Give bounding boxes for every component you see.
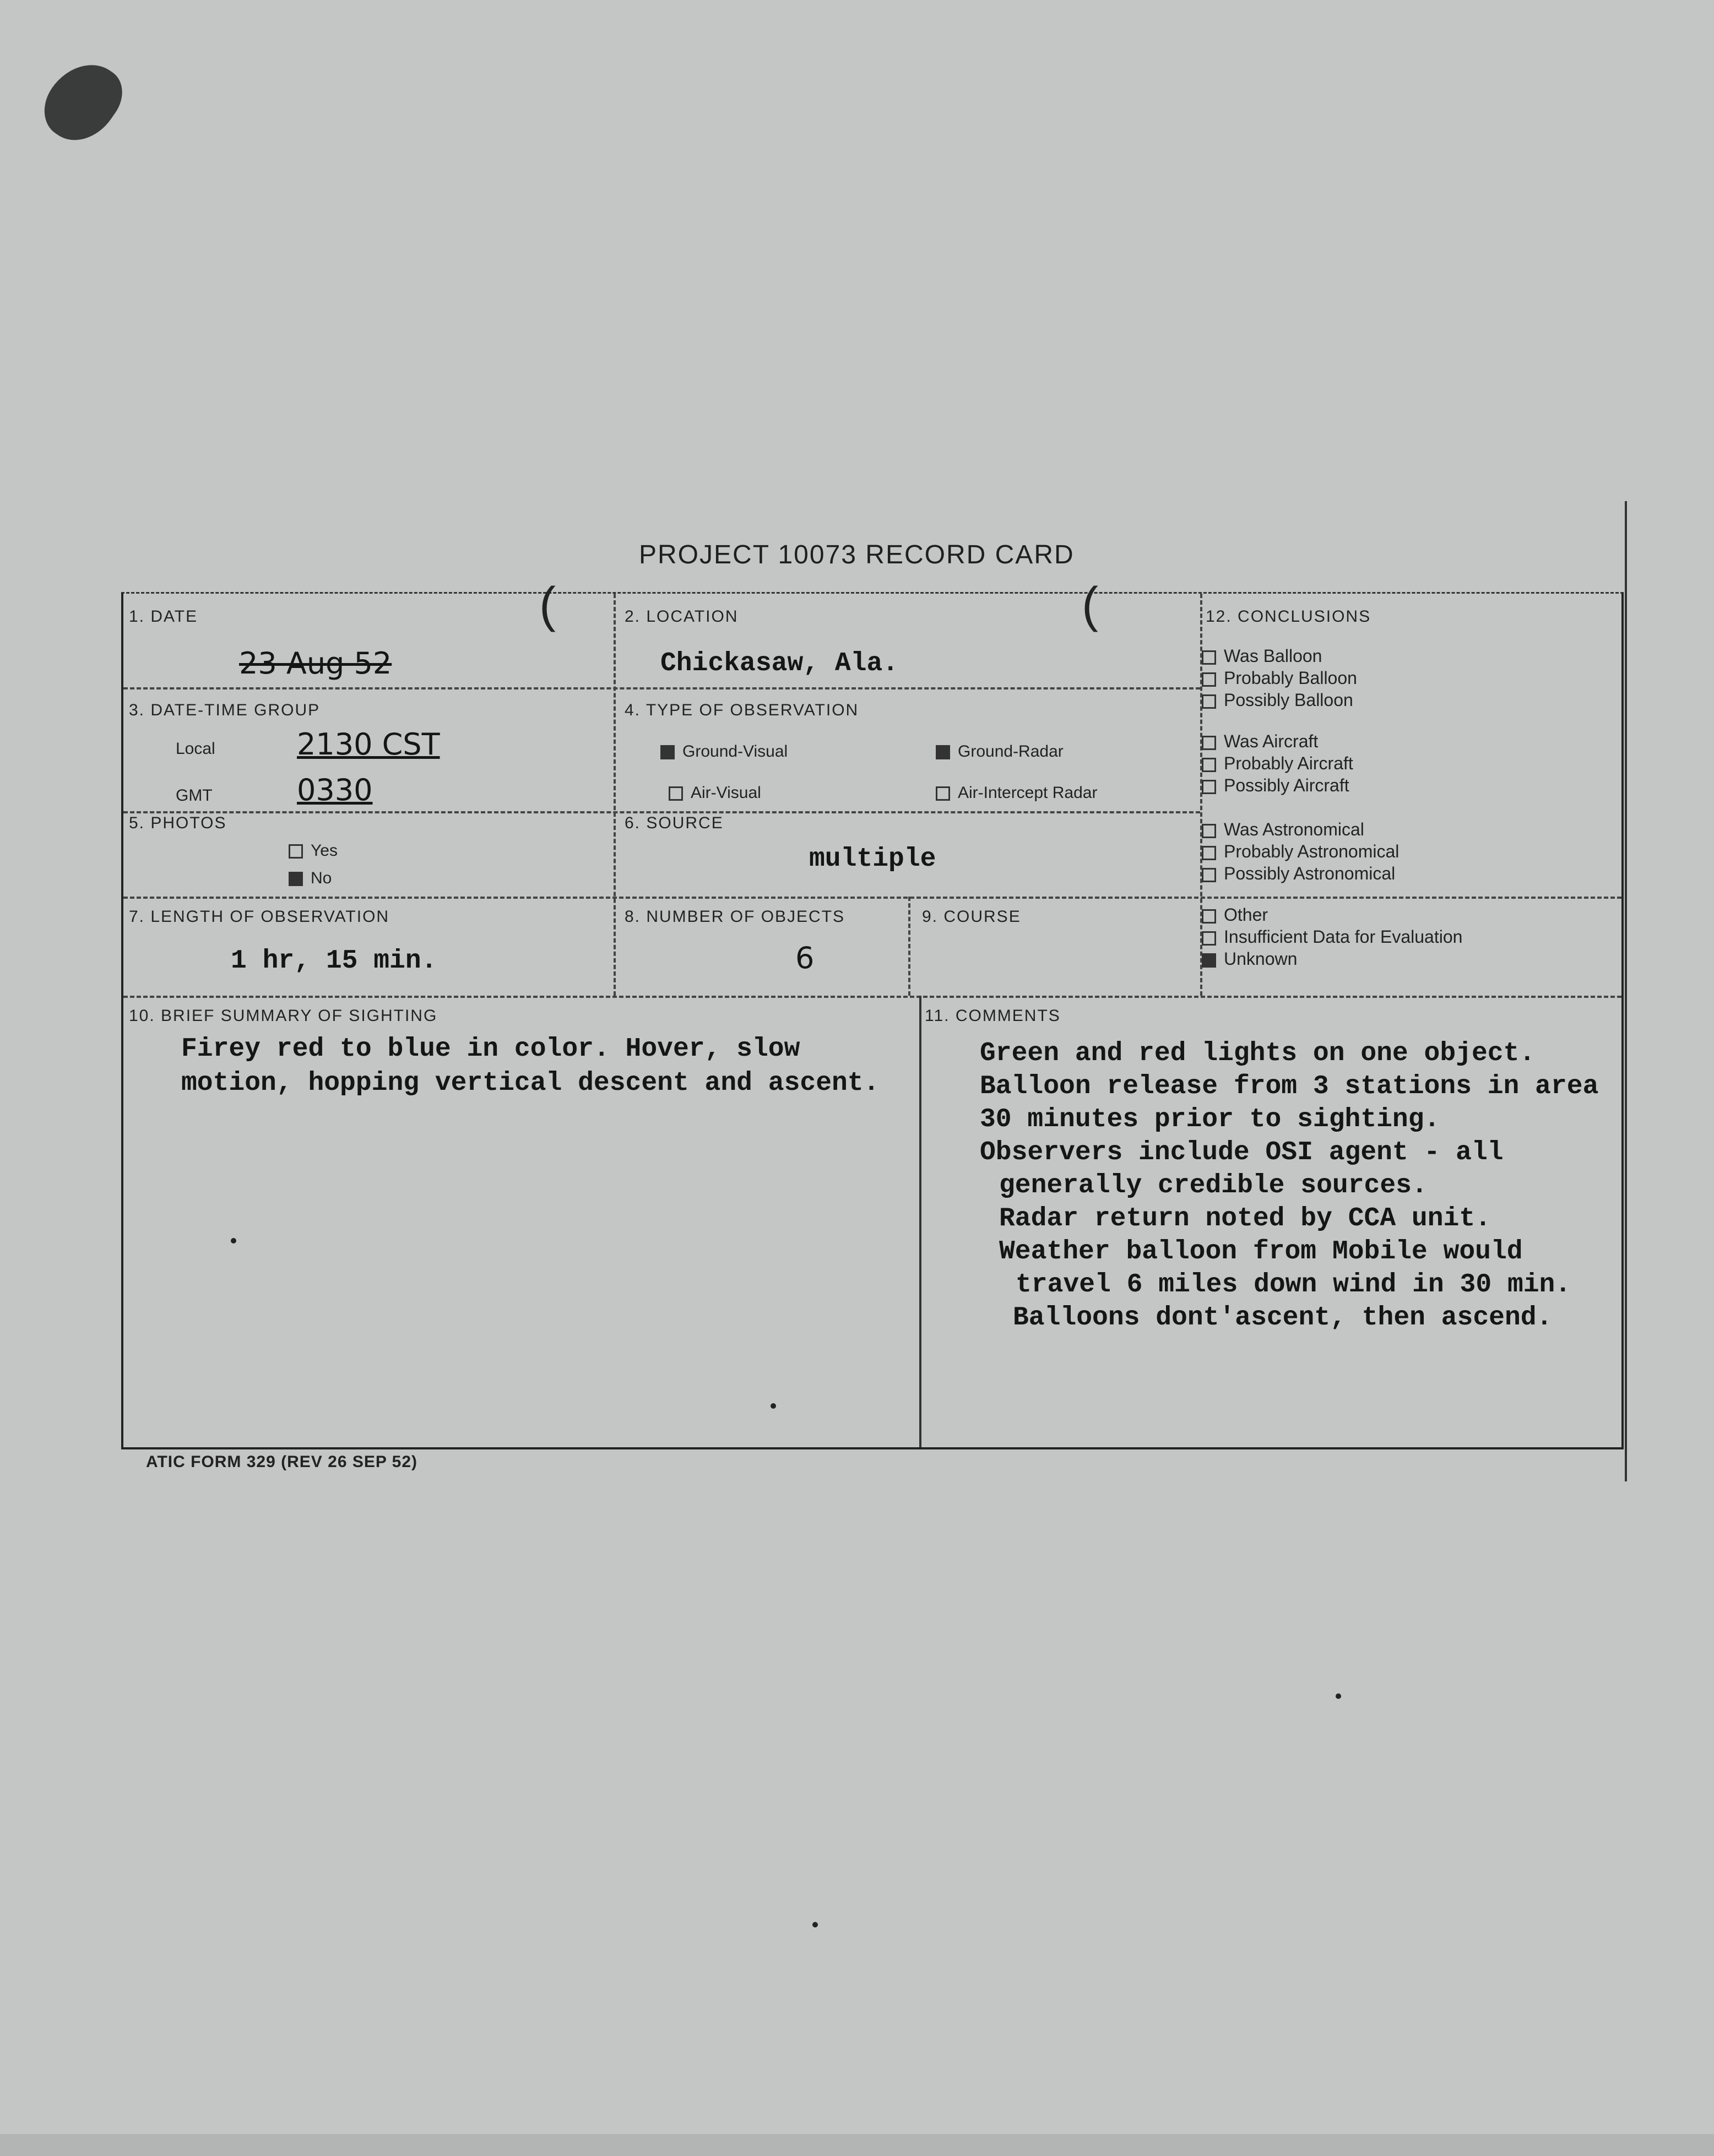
conclusion-item: Insufficient Data for Evaluation xyxy=(1202,927,1462,947)
observation-option: Ground-Visual xyxy=(660,742,788,761)
dtg-local-label: Local xyxy=(176,740,215,758)
checkbox-checked-icon xyxy=(660,745,675,759)
divider xyxy=(123,996,1621,998)
summary-line: motion, hopping vertical descent and ascent. xyxy=(181,1068,880,1098)
speck xyxy=(812,1922,818,1927)
divider xyxy=(123,687,1200,689)
comment-line: Green and red lights on one object. xyxy=(980,1039,1536,1068)
checkbox-checked-icon xyxy=(1202,953,1216,968)
conclusion-item: Probably Balloon xyxy=(1202,668,1357,688)
checkbox-empty-icon xyxy=(1202,931,1216,946)
record-card xyxy=(121,578,1624,1449)
photos-option-yes: Yes xyxy=(289,841,338,860)
length-value: 1 hr, 15 min. xyxy=(231,946,437,976)
conclusion-item: Probably Aircraft xyxy=(1202,753,1353,774)
checkbox-empty-icon xyxy=(289,844,303,859)
speck xyxy=(771,1403,776,1409)
checkbox-empty-icon xyxy=(669,786,683,801)
source-label: 6. SOURCE xyxy=(625,814,724,832)
course-label: 9. COURSE xyxy=(922,908,1021,926)
card-outer-edge xyxy=(1625,501,1627,1481)
date-label: 1. DATE xyxy=(129,607,198,626)
observation-option: Air-Visual xyxy=(669,784,761,802)
checkbox-empty-icon xyxy=(1202,694,1216,709)
photos-option-no: No xyxy=(289,869,332,888)
conclusion-item: Other xyxy=(1202,905,1268,925)
comment-line: generally credible sources. xyxy=(999,1171,1428,1201)
divider xyxy=(908,897,910,996)
comment-line: Weather balloon from Mobile would xyxy=(999,1237,1523,1267)
divider xyxy=(123,897,1621,899)
objects-label: 8. NUMBER OF OBJECTS xyxy=(625,908,845,926)
checkbox-checked-icon xyxy=(289,872,303,886)
comment-line: Balloon release from 3 stations in area xyxy=(980,1072,1599,1101)
comment-line: 30 minutes prior to sighting. xyxy=(980,1105,1440,1134)
date-value: 23 Aug 52 xyxy=(239,646,392,681)
film-edge xyxy=(0,2134,1714,2156)
checkbox-empty-icon xyxy=(1202,672,1216,687)
speck xyxy=(231,1238,236,1243)
observation-option: Air-Intercept Radar xyxy=(936,784,1097,802)
checkbox-empty-icon xyxy=(1202,824,1216,838)
conclusion-item: Probably Astronomical xyxy=(1202,841,1399,862)
photos-label: 5. PHOTOS xyxy=(129,814,227,832)
checkbox-empty-icon xyxy=(1202,909,1216,924)
conclusions-label: 12. CONCLUSIONS xyxy=(1206,607,1371,626)
summary-label: 10. BRIEF SUMMARY OF SIGHTING xyxy=(129,1007,438,1025)
checkbox-empty-icon xyxy=(936,786,950,801)
dtg-label: 3. DATE-TIME GROUP xyxy=(129,701,321,719)
conclusion-item: Was Balloon xyxy=(1202,646,1322,666)
comment-line: travel 6 miles down wind in 30 min. xyxy=(1016,1270,1571,1300)
divider xyxy=(614,594,616,996)
location-label: 2. LOCATION xyxy=(625,607,739,626)
conclusion-item: Was Aircraft xyxy=(1202,731,1318,752)
length-label: 7. LENGTH OF OBSERVATION xyxy=(129,908,390,926)
conclusion-item: Possibly Aircraft xyxy=(1202,775,1349,796)
comments-label: 11. COMMENTS xyxy=(925,1007,1061,1025)
checkbox-checked-icon xyxy=(936,745,950,759)
form-id: ATIC FORM 329 (REV 26 SEP 52) xyxy=(146,1453,418,1471)
checkbox-empty-icon xyxy=(1202,758,1216,772)
observation-option: Ground-Radar xyxy=(936,742,1064,761)
conclusion-item: Unknown xyxy=(1202,949,1297,969)
summary-line: Firey red to blue in color. Hover, slow xyxy=(181,1034,800,1064)
card-title: PROJECT 10073 RECORD CARD xyxy=(639,540,1075,569)
checkbox-empty-icon xyxy=(1202,736,1216,750)
divider xyxy=(123,811,1200,813)
observation-type-label: 4. TYPE OF OBSERVATION xyxy=(625,701,859,719)
comment-line: Observers include OSI agent - all xyxy=(980,1138,1504,1167)
dtg-gmt-label: GMT xyxy=(176,786,213,805)
conclusion-item: Possibly Astronomical xyxy=(1202,864,1395,884)
divider xyxy=(919,996,921,1447)
dtg-local-value: 2130 CST xyxy=(297,727,440,762)
checkbox-empty-icon xyxy=(1202,650,1216,665)
punch-mark: ( xyxy=(539,578,556,633)
dtg-gmt-value: 0330 xyxy=(297,773,373,807)
source-value: multiple xyxy=(809,844,936,874)
checkbox-empty-icon xyxy=(1202,846,1216,860)
ink-smudge xyxy=(32,49,133,155)
conclusion-item: Possibly Balloon xyxy=(1202,690,1353,710)
speck xyxy=(1336,1693,1341,1699)
conclusion-item: Was Astronomical xyxy=(1202,819,1364,840)
checkbox-empty-icon xyxy=(1202,780,1216,794)
checkbox-empty-icon xyxy=(1202,868,1216,882)
location-value: Chickasaw, Ala. xyxy=(660,649,899,678)
objects-value: 6 xyxy=(795,941,815,975)
comment-line: Radar return noted by CCA unit. xyxy=(999,1204,1491,1234)
comment-line: Balloons dont'ascent, then ascend. xyxy=(1013,1303,1553,1333)
punch-mark: ( xyxy=(1082,578,1098,633)
